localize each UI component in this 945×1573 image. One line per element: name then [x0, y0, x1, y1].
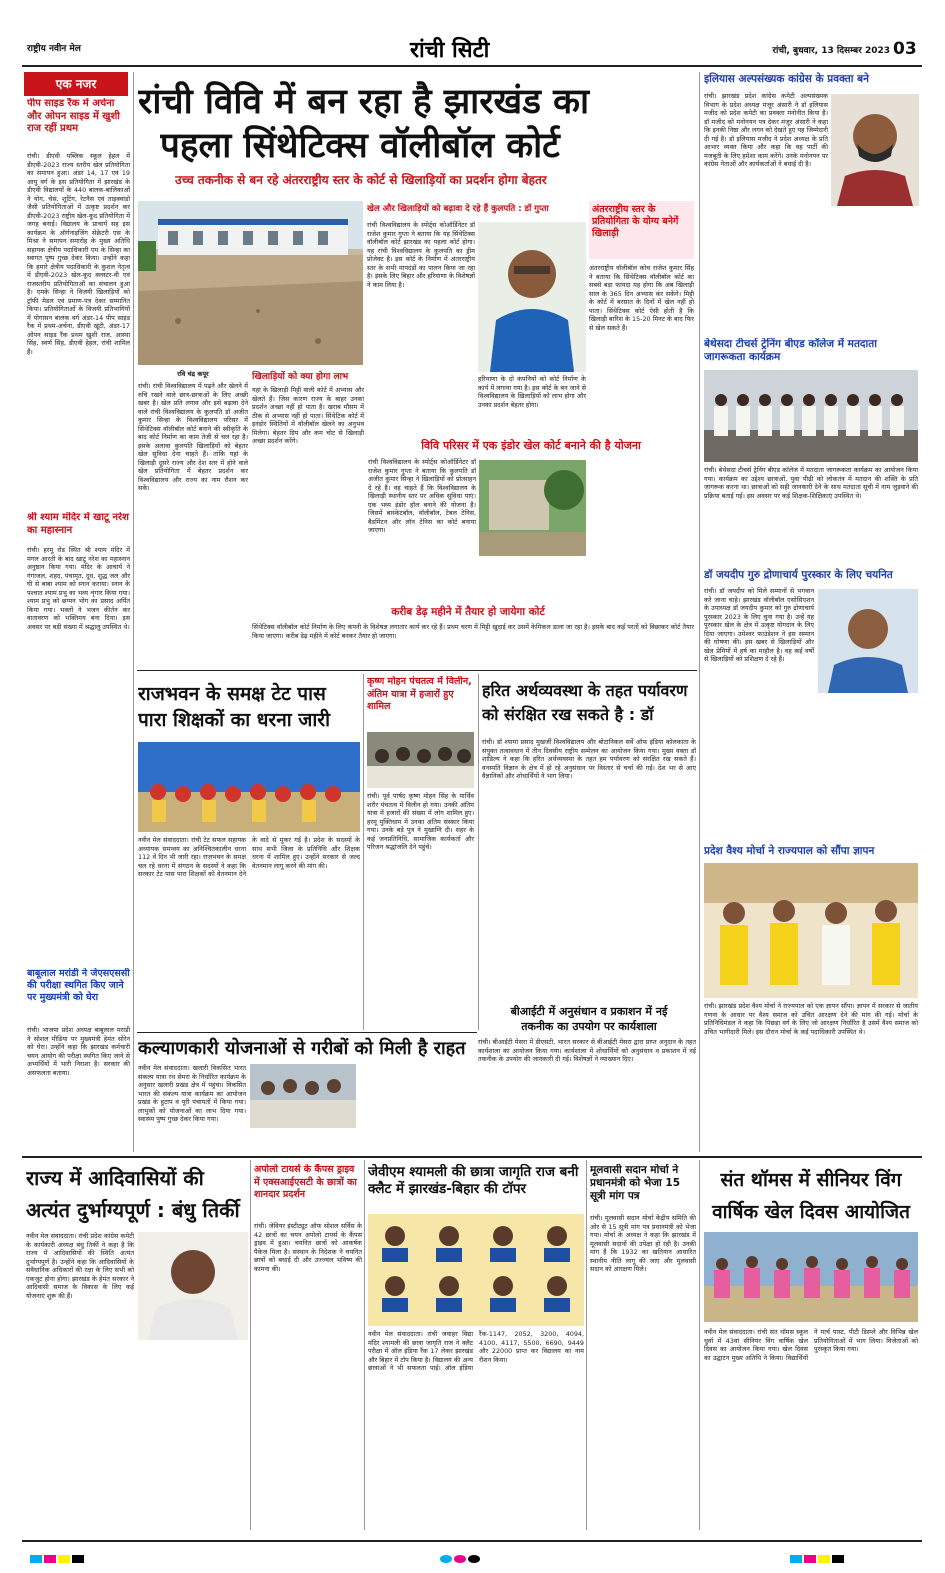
- st-thomas-headline-line1: संत थॉमस में सीनियर विंग: [720, 1169, 902, 1191]
- column-divider: [250, 1160, 251, 1530]
- vaishya-body: रांची। झारखंड प्रदेश वैश्य मोर्चा ने राज्यपाल को एक ज्ञापन सौंपा। ज्ञापन में सरकार से जातीय गणना के आधार पर वैश्य समाज को उचित आरक्षण देने की मांग की गई। मोर्चा के प्रतिनिधिमंडल ने कहा कि पिछड़ा वर्ग के लिए जो आरक्षण निर्धारित है उसमें वैश्य समाज को उचित भागीदारी मिले। इस दौरान मोर्चा के कई पदाधिकारी उपस्थित थे।: [704, 1002, 918, 1036]
- sidebar-header: एक नजर: [24, 72, 128, 96]
- award-body-cont: [704, 700, 918, 840]
- funeral-photo: [367, 732, 474, 788]
- bit-headline-line1: बीआईटी में अनुसंधान व प्रकाशन में नई: [510, 1005, 668, 1018]
- clat-toppers-photo-grid: [368, 1214, 584, 1326]
- award-headline: डॉ जयदीप गुरु द्रोणाचार्य पुरस्कार के लिए चयनित: [704, 569, 893, 581]
- clat-headline: जेवीएम श्यामली की छात्रा जागृति राज बनी क्लैट में झारखंड-बिहार की टॉपर: [368, 1164, 579, 1197]
- memorandum-photo: [704, 863, 918, 998]
- timeline-body: सिंथेटिक्स वॉलीबॉल कोर्ट निर्माण के लिए कंपनी के विशेषज्ञ लगातार कार्य कर रहे हैं। प्रथम चरण में मिट्टी खुदाई कर उसमें केमिकल डाला जा रहा है। इसके बाद कई परतों को बिछाकर कोर्ट तैयार किया जाएगा। करीब डेढ़ महीने में कोर्ट बनकर तैयार हो जाएगा।: [252, 623, 694, 640]
- sidebar-story-2-headline: श्री श्याम मंदिर में खाटू नरेश का महास्नान: [27, 512, 129, 536]
- column-divider: [699, 1160, 700, 1530]
- print-registration-mark: [440, 1548, 510, 1558]
- adivasi-body: नवीन मेल संवाददाता। रांची प्रदेश कांग्रेस कमेटी के कार्यकारी अध्यक्ष बंधु तिर्की ने कहा है कि राज्य में आदिवासियों की स्थिति अत्यंत दुर्भाग्यपूर्ण है। उन्होंने कहा कि आदिवासियों के संवैधानिक अधिकारों की रक्षा के लिए सभी को एकजुट होना होगा। झारखंड के हेमंत सरकार ने आदिवासी समाज के विकास के लिए कई योजनाएं शुरू की हैं।: [26, 1232, 134, 1300]
- portrait-caption: हरियाणा के दो कंपनियों को कोर्ट निर्माण के कार्य में लगाया गया है। इस कोर्ट के बन जाने से विश्वविद्यालय के खिलाड़ियों को लाभ होगा और उनका प्रदर्शन बेहतर होगा।: [478, 375, 586, 409]
- welfare-body: नवीन मेल संवाददाता। खलारी विकसित भारत संकल्प यात्रा रथ सेमरा के निर्धारित कार्यक्रम के अनुसार खलारी प्रखंड क्षेत्र में पहुंचा। विकसित भारत की संकल्प यात्रा कार्यक्रम का आयोजन प्रखंड के हुटाप व पूरी पंचायतों में किया गया। लाभुकों को योजनाओं का लाभ दिया गया। स्वास्थ्य पुष्प गुच्छ देकर किया गया।: [138, 1064, 246, 1123]
- lead-deck: उच्च तकनीक से बन रहे अंतरराष्ट्रीय स्तर के कोर्ट से खिलाड़ियों का प्रदर्शन होगा बेहतर: [175, 173, 547, 187]
- award-body: रांची। डॉ जयदीप को मिले सम्मानों से भगवान करे जाना चाहे। झारखंड वॉलीबॉल एसोसिएशन के उपाध्यक्ष डॉ जयदीप कुमार को गुरु द्रोणाचार्य पुरस्कार 2023 के लिए चुना गया है। उन्हें यह पुरस्कार खेल के क्षेत्र में उत्कृष्ट योगदान के लिए दिया जाएगा। उमेश्वर फाउंडेशन ने इस सम्मान की घोषणा की। इस खबर से खिलाड़ियों और खेल प्रेमियों में हर्ष का माहौल है। वह कई वर्षों से खिलाड़ियों को प्रशिक्षण दे रहे हैं।: [704, 587, 814, 663]
- spokesperson-portrait: [831, 94, 919, 206]
- coordinator-portrait: [478, 222, 586, 372]
- campus-photo: [479, 460, 586, 556]
- masthead-rule: [22, 65, 922, 67]
- adivasi-headline-line1: राज्य में आदिवासियों की: [26, 1166, 204, 1190]
- sidebar-story-2-body: रांची। हरमू रोड स्थित श्री श्याम मंदिर में मंगल आरती के बाद खाटू नरेश का महास्नान अनुष्ठान किया गया। मंदिर के आचार्य ने गंगाजल, शहद, पंचामृत, दूध, शुद्ध जल और घी से बाबा श्याम को स्नान कराया। स्नान के पश्चात श्याम प्रभु का भव्य शृंगार किया गया। श्याम प्रभु को छप्पन भोग का प्रसाद अर्पित किया गया। भक्तों ने भजन कीर्तन कर वातावरण को भक्तिमय बना दिया। इस अवसर पर बड़ी संख्या में श्रद्धालु उपस्थित थे।: [27, 546, 130, 631]
- voter-awareness-photo: [704, 370, 918, 462]
- lead-headline-line2: पहला सिंथेटिक्स वॉलीबॉल कोर्ट: [160, 126, 560, 166]
- sidebar-story-1-body: रांची। डीएवी पब्लिक स्कूल हेहल में डीएवी-2023 राज्य स्तरीय खेल प्रतियोगिता का समापन हुआ। अंडर 14, 17 एवं 19 आयु वर्ग के इस प्रतियोगिता में झारखंड के डीएवी विद्यालयों के 440 बालक-बालिकाओं ने योग, चेस, शूटिंग, रेटनैस एवं ताइक्वांडो जैसी प्रतियोगिताओं में उत्कृष्ट प्रदर्शन कर डीएवी-2023 राष्ट्रीय खेल-कूद प्रतियोगिता में जगह बनाई। विद्यालय के प्राचार्य सह इस कार्यक्रम के ऑर्गनाइजिंग सेक्रेटरी एस के मिश्रा ने समापन समारोह के मुख्य अतिथि सहायक क्षेत्रीय पदाधिकारी एम के सिन्हा का स्वागत पुष्प गुच्छ देकर किया। उन्होंने कहा कि हमारे क्षेत्रीय पदाधिकारी के कुशल नेतृत्व में डीएवी-2023 खेल-कूद क्लस्टर-वी एवं राजस्तरीय प्रतियोगिताओं का संचालन हुआ है। एमके सिन्हा ने विजयी खिलाड़ियों को ट्रॉफी मेडल एवं प्रमाण-पत्र देकर सम्मानित किया। प्रतियोगिताओं के विजयी प्रतिभागियों में योगासन बालक वर्ग अंडर-14 पीप साइड रैंक में प्रथम-अर्चना, डीएवी खूंटी, अंडर-17 ओपन साइड रैंक प्रथम खुशी राज, आस्था सिंह, स्वर्ण सिंह, डीएवी हेहल, रांची शामिल हैं।: [27, 152, 130, 356]
- sports-day-photo: [704, 1232, 918, 1322]
- adivasi-body-cont: [138, 1344, 248, 1532]
- column-divider: [699, 72, 700, 1152]
- dateline: रांची, बुधवार, 13 दिसम्बर 2023: [772, 46, 890, 56]
- sidebar-box: [589, 201, 694, 259]
- welfare-body-cont: [360, 1064, 476, 1156]
- lead-body-2: रांची विश्वविद्यालय के स्पोर्ट्स कोऑर्डिनेटर डॉ राजेश कुमार गुप्ता ने बताया कि यह सिंथेटिक्स वॉलीबॉल कोर्ट झारखंड का पहला कोर्ट होगा। यह रांची विश्वविद्यालय के कुलपति का ड्रीम प्रोजेक्ट है। इस कोर्ट के निर्माण में अंतरराष्ट्रीय स्तर के सभी मापदंडों का पालन किया जा रहा है। इसके लिए बिहार और हरियाणा के विशेषज्ञों ने काम लिया है।: [367, 221, 475, 289]
- section-rule: [137, 670, 697, 671]
- congress-body: रांची। झारखंड प्रदेश कांग्रेस कमेटी अल्पसंख्यक विभाग के प्रदेश अध्यक्ष मंजूर अंसारी ने डॉ इलियास मजीद को प्रदेश कमेटी का प्रवक्ता मनोनीत किया है। डॉ मजीद को मनोनयन पत्र देकर मंजूर अंसारी ने कहा कि इनकी निष्ठा और लगन को देखते हुए यह जिम्मेदारी दी गई है। डॉ इलियास मजीद ने प्रदेश अध्यक्ष के प्रति आभार व्यक्त किया और कहा कि वह पार्टी की मजबूती के लिए हमेशा काम करेंगे। उनके मनोनयन पर कांग्रेस नेताओं और कार्यकर्ताओं ने बधाई दी है।: [704, 92, 828, 168]
- page-number: 03: [893, 39, 917, 59]
- adivasi-headline-line2: अत्यंत दुर्भाग्यपूर्ण : बंधु तिर्की: [26, 1198, 240, 1222]
- quote-headline: खेल और खिलाड़ियों को बढ़ावा दे रहे हैं कुलपति : डॉ गुप्ता: [367, 204, 549, 214]
- funeral-body: रांची। पूर्व पार्षद कृष्ण मोहन सिंह के पार्थिव शरीर पंचतत्व में विलीन हो गया। उनकी अंतिम यात्रा में हजारों की संख्या में लोग शामिल हुए। हरमू मुक्तिधाम में उनका अंतिम संस्कार किया गया। उनके बड़े पुत्र ने मुखाग्नि दी। शहर के कई जनप्रतिनिधि, सामाजिक कार्यकर्ता और परिजन श्रद्धांजलि देने पहुंचे।: [367, 792, 474, 851]
- moolvasi-headline: मूलवासी सदान मोर्चा ने प्रधानमंत्री को भेजा 15 सूत्री मांग पत्र: [590, 1164, 681, 1202]
- indoor-body: रांची विश्वविद्यालय के स्पोर्ट्स कोऑर्डिनेटर डॉ राजेश कुमार गुप्ता ने बताया कि कुलपति डॉ अजीत कुमार सिन्हा ने खिलाड़ियों को प्रोत्साहन दे रहे हैं। वह चाहते हैं कि विश्वविद्यालय के खिलाड़ी स्थानीय स्तर पर अधिक सुविधा पाएं। एक भव्य इंडोर हॉल बनाने की योजना है। जिसमें बास्केटबॉल, वॉलीबॉल, टेबल टेनिस, बैडमिंटन और लॉन टेनिस का कोर्ट बनाया जाएगा।: [368, 458, 476, 534]
- clat-body: नवीन मेल संवाददाता। रांची जवाहर विद्या मंदिर श्यामली की छात्रा जागृति राज ने क्लैट परीक्षा में ऑल इंडिया रैंक 17 लेकर झारखंड और बिहार में टॉप किया है। विद्यालय की अन्य छात्राओं ने भी सफलता पाई। ऑल इंडिया रैंक-1147, 2052, 3200, 4094, 4100, 4117, 5500, 6690, 9449 और 22000 प्राप्त कर विद्यालय का नाम रौशन किया।: [368, 1330, 584, 1372]
- congress-headline: इलियास अल्पसंख्यक कांग्रेस के प्रवक्ता बने: [704, 73, 869, 85]
- bit-body: रांची। बीआईटी मेसरा में डीएसटी, भारत सरकार से बीआईटी मेसरा द्वारा प्राप्त अनुदान के तहत कार्यशाला का आयोजन किया गया। कार्यशाला में शोधार्थियों को अनुसंधान व प्रकाशन में नई तकनीक के उपयोग की जानकारी दी गई। विशेषज्ञों ने व्याख्यान दिए।: [478, 1038, 696, 1063]
- st-thomas-headline-line2: वार्षिक खेल दिवस आयोजित: [712, 1201, 910, 1223]
- lead-body-1: रांची। रांची विश्वविद्यालय में पढ़ने और खेलने में रुचि रखने वाले छात्र-छात्राओं के लिए अच्छी खबर है। खेल प्रति लगाव और इसे बढ़ावा देने वाले रांची विश्वविद्यालय के कुलपति डॉ अजीत कुमार सिन्हा के विश्वविद्यालय परिसर में सिंथेटिक्स वॉलीबॉल कोर्ट बनाने की स्वीकृति के बाद कोर्ट निर्माण का काम तेजी से चल रहा है। इसके अलावा कुलपति खिलाड़ियों को बेहतर खेल सुविधा देना चाहते हैं। ताकि यहां के खिलाड़ी दूसरे राज्य और देश स्तर में होने वाले खेल प्रतियोगिता में बेहतर प्रदर्शन कर विश्वविद्यालय और राज्य का नाम रौशन कर सकें।: [138, 382, 248, 492]
- section-title: रांची सिटी: [410, 38, 490, 63]
- court-construction-photo: [138, 201, 363, 365]
- benefit-subhead: खिलाड़ियों को क्या होगा लाभ: [252, 372, 349, 382]
- welfare-photo: [250, 1064, 356, 1128]
- newspaper-name: राष्ट्रीय नवीन मेल: [27, 44, 81, 54]
- box-headline: अंतरराष्ट्रीय स्तर के प्रतियोगिता के योग्य बनेगें खिलाड़ी: [592, 204, 679, 239]
- moolvasi-body: रांची। मूलवासी सदान मोर्चा केंद्रीय समिति की ओर से 15 सूत्री मांग पत्र प्रधानमंत्री को भेजा गया। मोर्चा के अध्यक्ष ने कहा कि झारखंड में मूलवासी सदानों की उपेक्षा हो रही है। उनकी मांग है कि 1932 का खतियान आधारित स्थानीय नीति लागू की जाए और मूलवासी सदान को आरक्षण मिले।: [590, 1214, 696, 1273]
- protest-body: नवीन मेल संवाददाता। रांची टेट सफल सहायक अध्यापक समन्वय का अनिश्चितकालीन धरना 112 वें दिन भी जारी रहा। राजभवन के समक्ष चल रहे धरना में संगठन के सदस्यों ने कहा कि सरकार टेट पास पारा शिक्षकों को वेतनमान देने के वादे से मुकर गई है। प्रदेश के सदस्यों के साथ सभी जिला के प्रतिनिधि और शिक्षक धरना में शामिल हुए। उन्होंने सरकार से जल्द वेतनमान लागू करने की मांग की।: [138, 836, 360, 878]
- section-rule: [137, 1032, 477, 1033]
- footer-rule: [22, 1540, 922, 1542]
- protest-headline-line2: पारा शिक्षकों का धरना जारी: [138, 709, 330, 731]
- column-divider: [586, 1160, 587, 1530]
- print-color-bar-right: [790, 1548, 910, 1558]
- welfare-headline: कल्याणकारी योजनाओं से गरीबों को मिली है राहत: [138, 1038, 466, 1059]
- vaishya-headline: प्रदेश वैश्य मोर्चा ने राज्यपाल को सौंपा ज्ञापन: [704, 845, 875, 857]
- lead-headline-line1: रांची विवि में बन रहा है झारखंड का: [138, 82, 590, 122]
- print-color-bar-left: [30, 1548, 150, 1558]
- apollo-body: रांची। जेवियर इंस्टीट्यूट ऑफ सोशल सर्विस के 42 छात्रों का चयन अपोलो टायर्स के कैंपस ड्राइव में हुआ। चयनित छात्रों को आकर्षक पैकेज मिला है। संस्थान के निदेशक ने चयनित छात्रों को बधाई दी और उज्ज्वल भविष्य की कामना की।: [254, 1222, 362, 1273]
- column-divider: [363, 674, 364, 1030]
- column-divider: [133, 72, 134, 1152]
- protest-photo: [138, 742, 360, 832]
- congress-body-cont: [831, 210, 919, 334]
- green-economy-headline-line1: हरित अर्थव्यवस्था के तहत पर्यावरण: [482, 681, 688, 700]
- bethesda-body: रांची। बेथेसदा टीचर्स ट्रेनिंग बीएड कॉलेज में मतदाता जागरूकता कार्यक्रम का आयोजन किया गया। कार्यक्रम का उद्देश्य छात्राओं, युवा पीढ़ी को लोकतंत्र में मतदान की शक्ति के प्रति जागरूक करना था। छात्राओं को सही जानकारी देने के साथ मतदाता सूची में नाम जुड़वाने की प्रक्रिया बताई गई। इस अवसर पर कई शिक्षक-शिक्षिकाएं उपस्थित थे।: [704, 466, 918, 500]
- column-divider: [364, 1160, 365, 1530]
- bit-headline-line2: तकनीक का उपयोग पर कार्यशाला: [521, 1020, 657, 1033]
- bandhu-tirkey-portrait: [138, 1232, 248, 1340]
- timeline-subhead: करीब डेढ़ महीने में तैयार हो जायेगा कोर्ट: [391, 606, 545, 618]
- green-economy-body: रांची। डॉ श्यामा प्रसाद मुखर्जी विश्वविद्यालय और बोटानिकल सर्वे ऑफ इंडिया कोलकाता के संयुक्त तत्वावधान में तीन दिवसीय राष्ट्रीय सम्मेलन का आयोजन किया गया। मुख्य वक्ता डॉ शांडिल्य ने कहा कि हरित अर्थव्यवस्था के तहत हम पर्यावरण को संरक्षित रख सकते हैं। वनस्पति विज्ञान के क्षेत्र में हो रहे अनुसंधान पर विस्तार से चर्चा की गई। देश भर से आए वैज्ञानिकों और शोधार्थियों ने भाग लिया।: [482, 738, 696, 780]
- sidebar-story-3-headline: बाबूलाल मरांडी ने जेएसएससी की परीक्षा स्थगित किए जाने पर मुख्यमंत्री को घेरा: [27, 968, 130, 1003]
- protest-headline-line1: राजभवन के समक्ष टेट पास: [138, 683, 326, 705]
- sidebar-story-3-body: रांची। भाजपा प्रदेश अध्यक्ष बाबूलाल मरांडी ने सोशल मीडिया पर मुख्यमंत्री हेमंत सोरेन को घेरा। उन्होंने कहा कि झारखंड कर्मचारी चयन आयोग की परीक्षा स्थगित किए जाने से अभ्यर्थियों में भारी निराशा है। सरकार की असफलता बताया।: [27, 1026, 130, 1077]
- byline: रवि चंद्र कपूर: [177, 370, 209, 378]
- apollo-headline: अपोलो टायर्स के कैंपस ड्राइव में एक्सआईएसटी के छात्रों का शानदार प्रदर्शन: [254, 1164, 357, 1200]
- funeral-headline: कृष्ण मोहन पंचतत्व में विलीन, अंतिम यात्रा में हजारों हुए शामिल: [367, 676, 472, 712]
- column-divider: [478, 674, 479, 1030]
- sidebar-story-1-headline: पीप साइड रैंक में अर्चना और ओपन साइड में खुशी राज रहीं प्रथम: [27, 98, 120, 134]
- box-body: अंतरराष्ट्रीय वॉलीबॉल कोच राजेश कुमार सिंह ने बताया कि सिंथेटिक्स वॉलीबॉल कोर्ट का सबसे बड़ा फायदा यह होगा कि अब खिलाड़ी साल के 365 दिन अभ्यास कर सकेंगे। मिट्टी के कोर्ट में बरसात के दिनों में खेल नहीं हो पाता। सिंथेटिक्स कोर्ट ऐसी होती है कि खिलाड़ी बारिश के 15-20 मिनट के बाद फिर से खेल सकते हैं।: [589, 264, 694, 332]
- st-thomas-body: नवीन मेल संवाददाता। रांची संत थॉमस स्कूल धुर्वा में 43वां सीनियर विंग वार्षिक खेल दिवस का आयोजन किया गया। खेल दिवस का उद्घाटन मुख्य अतिथि ने किया। विद्यार्थियों ने मार्च पास्ट, पीटी डिस्प्ले और विभिन्न खेल प्रतियोगिताओं में भाग लिया। विजेताओं को पुरस्कृत किया गया।: [704, 1328, 918, 1362]
- section-rule: [22, 1156, 922, 1158]
- green-economy-headline-line2: को संरक्षित रख सकते है : डॉ: [482, 705, 654, 724]
- awardee-portrait: [818, 589, 918, 693]
- benefit-body: यहां के खिलाड़ी मिट्टी वाली कोर्ट में अभ्यास और खेलते हैं। जिस कारण राज्य के बाहर उनका प्रदर्शन अच्छा नहीं हो पाता है। खराब मौसम में ठीक से अभ्यास नहीं हो पाता। सिंथेटिक कोर्ट में इनडोर स्थितियों में वॉलीबॉल खेलने का अनुभव मिलेगा। बेहतर ग्रिप और कम चोट से खिलाड़ी अच्छा प्रदर्शन करेंगे।: [252, 386, 364, 445]
- bethesda-headline: बेथेसदा टीचर्स ट्रेनिंग बीएड कॉलेज में मतदाता जागरूकता कार्यक्रम: [704, 338, 877, 363]
- indoor-subhead: विवि परिसर में एक इंडोर खेल कोर्ट बनाने की है योजना: [421, 439, 641, 452]
